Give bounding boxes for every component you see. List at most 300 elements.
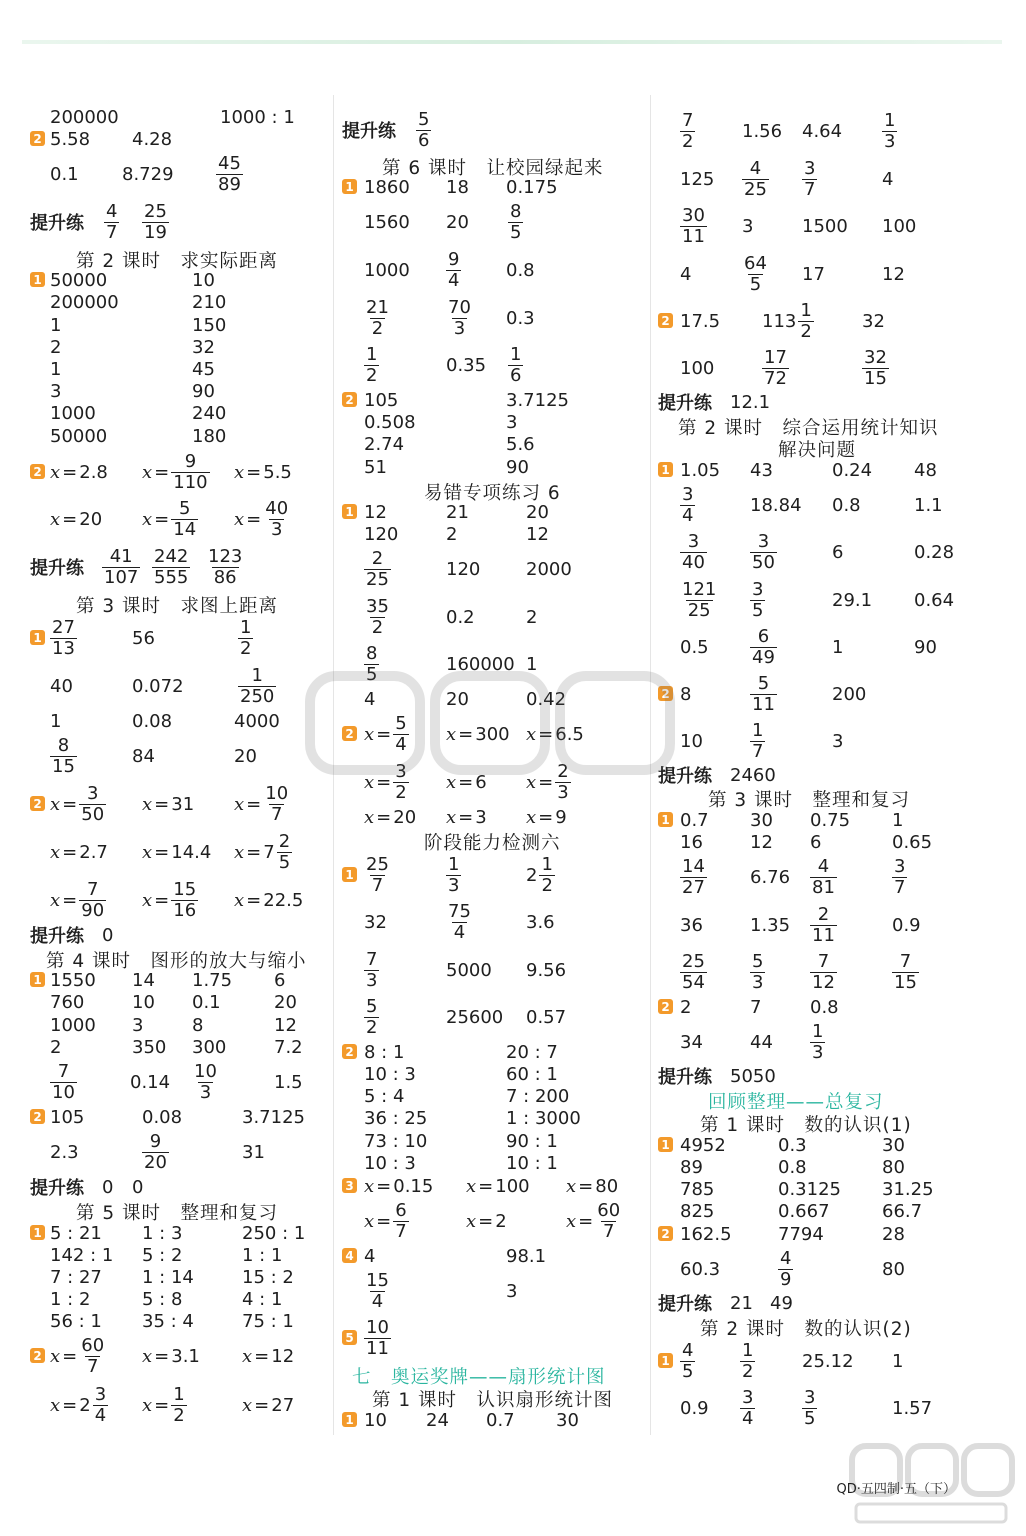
answer-cell [142,1130,169,1173]
denominator: 3 [812,1041,824,1063]
answer-value: 1.1 [914,494,943,516]
denominator: 3 [557,781,569,803]
fraction [778,1247,793,1290]
answer-value: 10 : 3 [364,1063,416,1085]
fraction [142,200,169,243]
answer-cell [882,109,897,152]
answer-cell [446,212,469,233]
answer-cell [242,1223,305,1244]
numerator: 1 [366,343,378,365]
answer-cell [234,746,257,767]
answer-cell [802,121,842,142]
answer-cell [680,169,714,190]
answer-value: 15 : 2 [242,1266,294,1288]
fraction [50,734,77,777]
answer-cell [132,1037,166,1058]
answer-cell [242,1289,282,1310]
denominator: 4 [371,1290,384,1312]
equals-sign: = [246,841,262,863]
answer-value: 0.3 [778,1134,807,1156]
answer-cell [142,1383,187,1426]
answer-cell [50,1245,113,1266]
denominator: 6 [510,364,522,386]
answer-value: 18.84 [750,494,802,516]
answer-cell [50,107,119,128]
numerator: 1 [742,1339,754,1361]
answer-cell [810,997,839,1018]
answer-cell [364,457,387,478]
answer-column-1 [30,0,330,1536]
answer-value: 100 [882,215,917,237]
variable-x: x [566,1210,577,1232]
answer-value: 0.64 [914,589,955,611]
answer-cell [364,296,391,339]
equation-answer [364,1176,433,1197]
denominator: 27 [682,876,705,898]
answer-cell [364,1316,391,1359]
answer-cell [50,676,73,697]
denominator: 7 [106,221,118,243]
answer-value: 20 [274,991,297,1013]
answer-value: 1.57 [892,1397,933,1419]
equals-sign: = [478,1175,494,1197]
denominator: 15 [894,971,917,993]
answer-value: 29.1 [832,589,873,611]
answer-value: 4000 [234,710,280,732]
answer-cell [364,995,379,1038]
answer-cell [50,1107,84,1128]
equals-sign: = [62,461,78,483]
denominator: 7 [86,1355,99,1377]
variable-x: x [142,1345,153,1367]
answer-value: 提升练 [342,121,396,142]
answer-cell [882,1201,922,1222]
answer-value: 142 : 1 [50,1244,114,1266]
denominator: 3 [270,518,283,540]
denominator: 40 [682,551,705,573]
answer-value: 40 [50,675,73,697]
answer-cell [892,950,919,993]
answer-cell [274,1072,303,1093]
answer-cell [810,1020,825,1063]
answer-value: 1.5 [274,1071,303,1093]
answer-value: 7 [750,996,762,1018]
answer-value: 9.56 [526,959,567,981]
answer-cell [364,1269,391,1312]
answer-cell [50,734,77,777]
denominator: 7 [804,178,816,200]
numerator: 10 [366,1316,389,1338]
fraction [539,853,554,896]
answer-cell [234,497,290,540]
answer-cell [192,315,226,336]
variable-x: x [50,793,61,815]
answer-value: 0.072 [132,675,184,697]
fraction [171,878,198,921]
numerator: 3 [757,530,770,552]
answer-value: 50000 [50,269,108,291]
numerator: 242 [154,545,189,567]
answer-value: 200 [832,683,867,705]
question-number-badge: 1 [30,972,45,987]
answer-cell [50,842,108,863]
numerator: 1 [541,853,553,875]
answer-cell [132,1015,143,1036]
fraction [364,547,391,590]
answer-cell [416,108,431,151]
answer-value: 3 [832,730,844,752]
numerator: 30 [682,204,705,226]
answer-cell [882,1135,905,1156]
numerator: 60 [597,1199,621,1221]
variable-x: x [50,508,61,530]
answer-column-3 [658,0,998,1536]
answer-cell [762,299,814,342]
answer-cell [914,542,954,563]
answer-cell [234,890,303,911]
denominator: 5 [510,221,522,243]
denominator: 9 [780,1268,792,1290]
answer-value: 30 [556,1409,579,1431]
answer-value: 0.7 [486,1409,515,1431]
fraction [93,1383,108,1426]
answer-cell [680,1157,703,1178]
fraction [742,252,769,295]
answer-cell [364,1199,409,1242]
answer-value: 2 [446,523,458,545]
question-number-badge: 2 [658,313,673,328]
answer-value: 3 [132,1014,144,1036]
denominator: 4 [453,921,466,943]
fraction [446,296,473,339]
answer-cell [680,1201,714,1222]
answer-value: 0.5 [680,636,709,658]
numerator: 3 [894,855,906,877]
equals-sign: = [538,723,554,745]
answer-value: 45 [192,358,215,380]
equals-sign: = [254,1394,270,1416]
answer-value: 5.6 [506,433,535,455]
denominator: 4 [94,1404,107,1426]
answer-cell [680,810,709,831]
answer-cell [750,495,802,516]
fraction [750,578,765,621]
answer-cell [122,164,174,185]
answer-value: 825 [680,1200,715,1222]
equation-answer [234,462,292,483]
equation-answer [466,1211,507,1232]
answer-cell [50,164,79,185]
fraction [680,855,707,898]
numerator: 2 [278,830,291,852]
answer-cell [364,948,379,991]
answer-cell [238,664,276,707]
answer-cell [50,129,90,150]
fraction [216,152,243,195]
fraction [680,530,707,573]
answer-value: 0.3125 [778,1178,841,1200]
numerator: 70 [448,296,471,318]
answer-cell [364,502,387,523]
answer-value: 20 : 7 [506,1041,558,1063]
answer-value: 12 [274,1014,297,1036]
variable-x: x [466,1175,477,1197]
fraction [742,157,769,200]
answer-cell [506,1246,546,1267]
numerator: 7 [366,948,378,970]
variable-x: x [466,1210,477,1232]
whole-part: 113 [762,310,797,332]
answer-value: 20 [526,501,549,523]
answer-cell [152,545,190,588]
answer-cell [680,832,703,853]
denominator: 7 [395,1220,407,1242]
answer-cell [882,1259,905,1280]
answer-value: 30 [882,1134,905,1156]
mixed-number [79,1383,108,1426]
denominator: 2 [541,874,553,896]
answer-value: 3 [475,806,487,828]
section-heading: 第 5 课时 整理和复习 [76,1203,279,1224]
equals-sign: = [538,806,554,828]
answer-cell [364,260,410,281]
answer-value: 16 [680,831,703,853]
answer-cell [242,1311,294,1332]
answer-value: 1 : 3000 [506,1107,581,1129]
fraction [50,616,77,659]
answer-cell [50,616,77,659]
answer-value: 10 : 3 [364,1152,416,1174]
numerator: 121 [682,578,717,600]
answer-value: 4 [882,168,894,190]
answer-cell [274,992,297,1013]
answer-cell [526,607,537,628]
numerator: 5 [178,497,191,519]
fraction [508,343,523,386]
numerator: 75 [448,900,471,922]
answer-cell [506,260,535,281]
equals-sign: = [154,508,170,530]
answer-cell [142,1223,182,1244]
denominator: 50 [752,551,775,573]
fraction [750,719,765,762]
numerator: 3 [804,157,816,179]
answer-cell [750,625,777,668]
answer-cell [832,590,872,611]
answer-cell [50,509,102,530]
answer-cell [238,616,253,659]
answer-value: 30 [750,809,773,831]
variable-x: x [234,461,245,483]
denominator: 10 [52,1081,75,1103]
equals-sign: = [478,1210,494,1232]
answer-cell [274,1015,297,1036]
answer-value: 36 [680,914,703,936]
answer-cell [142,450,210,493]
answer-value: 4952 [680,1134,726,1156]
answer-value: 5000 [446,959,492,981]
denominator: 3 [199,1081,212,1103]
answer-cell [142,200,169,243]
answer-cell [882,1179,934,1200]
denominator: 7 [894,876,906,898]
denominator: 49 [752,646,775,668]
numerator: 2 [371,547,384,569]
answer-value: 5.58 [50,128,91,150]
answer-value: 0.3 [506,307,535,329]
answer-value: 0.8 [778,1156,807,1178]
answer-cell [680,109,695,152]
answer-value: 1.05 [680,459,721,481]
answer-value: 7794 [778,1223,824,1245]
fraction [595,1199,622,1242]
answer-value: 350 [132,1036,167,1058]
answer-cell [802,264,825,285]
answer-cell [680,1032,703,1053]
answer-value: 0.57 [526,1006,567,1028]
answer-cell [750,867,790,888]
answer-value: 6 [832,541,844,563]
fraction [892,950,919,993]
answer-value: 1 [832,636,844,658]
answer-cell [192,992,221,1013]
answer-cell [526,807,567,828]
section-heading: 易错专项练习 6 [424,483,561,504]
denominator: 7 [752,740,764,762]
fraction [810,1020,825,1063]
equation-answer [242,1346,294,1367]
answer-cell [192,381,215,402]
answer-cell [802,216,848,237]
question-number-badge: 2 [30,131,45,146]
answer-value: 12 [750,831,773,853]
answer-cell [750,1032,773,1053]
answer-value: 80 [595,1175,619,1197]
answer-value: 20 [79,508,103,530]
numerator: 7 [899,950,912,972]
answer-value: 12 [271,1345,295,1367]
answer-cell [832,637,843,658]
fraction [680,483,695,526]
denominator: 2 [395,781,407,803]
equals-sign: = [376,806,392,828]
answer-value: 提升练 [30,926,84,947]
fraction [740,1339,755,1382]
answer-cell [750,719,765,762]
answer-value: 760 [50,991,85,1013]
answer-cell [192,426,226,447]
answer-cell [446,1007,503,1028]
answer-value: 14.4 [171,841,212,863]
answer-value: 1000 : 1 [220,106,295,128]
answer-cell [680,950,707,993]
answer-value: 1 : 2 [50,1288,91,1310]
answer-cell [882,216,916,237]
numerator: 7 [682,109,694,131]
numerator: 35 [366,595,389,617]
answer-cell [680,915,703,936]
answer-value: 18 [446,176,469,198]
answer-cell [142,1107,182,1128]
answer-cell [446,607,475,628]
fraction [263,782,290,825]
numerator: 15 [173,878,197,900]
answer-cell [526,1007,566,1028]
question-number-badge: 2 [30,796,45,811]
answer-cell [132,711,172,732]
answer-cell [234,782,290,825]
equals-sign: = [62,1345,78,1367]
answer-value: 98.1 [506,1245,547,1267]
answer-cell [882,1224,905,1245]
answer-value: 2 [495,1210,507,1232]
variable-x: x [526,771,537,793]
answer-cell [810,832,821,853]
answer-value: 0 [102,1176,114,1198]
answer-value: 7 : 27 [50,1266,102,1288]
answer-cell [914,495,943,516]
numerator: 3 [804,1386,816,1408]
denominator: 25 [687,599,711,621]
answer-cell [730,1293,753,1314]
answer-cell [680,264,691,285]
numerator: 1 [173,1383,185,1405]
variable-x: x [446,723,457,745]
answer-cell [742,216,753,237]
answer-cell [566,1176,618,1197]
fraction [740,1386,755,1429]
answer-cell [446,355,486,376]
answer-value: 8 [192,1014,204,1036]
answer-value: 28 [882,1223,905,1245]
answer-cell [486,1410,515,1431]
answer-value: 0.8 [506,259,535,281]
answer-cell [50,1142,79,1163]
answer-cell [750,832,773,853]
answer-cell [364,1246,375,1267]
answer-value: 200000 [50,291,119,313]
answer-cell [50,403,96,424]
variable-x: x [142,461,153,483]
question-number-badge: 1 [342,179,357,194]
answer-value: 56 [132,627,155,649]
answer-value: 1860 [364,176,410,198]
fraction [364,995,379,1038]
answer-cell [750,997,761,1018]
answer-value: 12 [526,523,549,545]
answer-cell [742,157,769,200]
answer-value: 12 [364,501,387,523]
question-number-badge: 1 [342,867,357,882]
answer-cell [142,842,211,863]
numerator: 41 [109,545,133,567]
question-number-badge: 2 [342,726,357,741]
answer-value: 提升练 [658,393,712,414]
fraction [892,855,907,898]
answer-cell [506,1108,581,1129]
answer-cell [446,296,473,339]
answer-cell [446,900,473,943]
numerator: 1 [240,616,252,638]
equals-sign: = [62,841,78,863]
answer-value: 5 : 2 [142,1244,183,1266]
answer-value: 300 [475,723,510,745]
fraction [364,1316,391,1359]
answer-value: 210 [192,291,227,313]
numerator: 64 [744,252,767,274]
answer-cell [680,1398,709,1419]
equation-answer [364,807,416,828]
